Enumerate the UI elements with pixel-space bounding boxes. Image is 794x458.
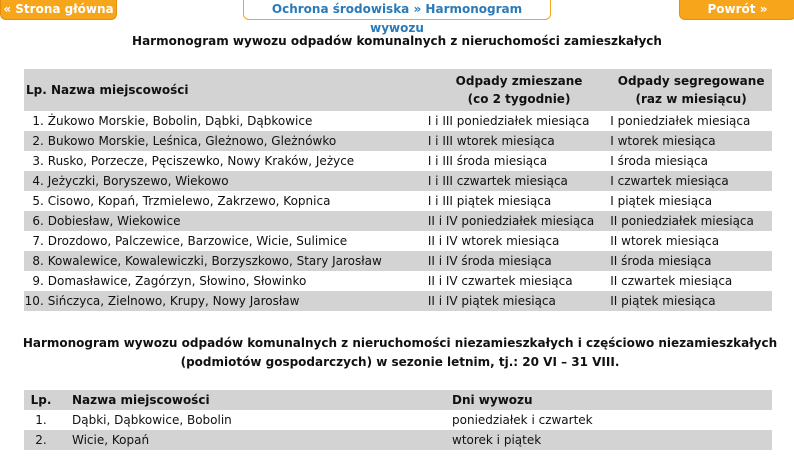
breadcrumb-environment-link[interactable]: Ochrona środowiska: [271, 2, 410, 16]
locality-names: Żukowo Morskie, Bobolin, Dąbki, Dąbkowice: [47, 114, 313, 128]
table-row: [24, 191, 772, 211]
locality-names: Dobiesław, Wiekowice: [47, 214, 181, 228]
mixed-waste-schedule: II i IV wtorek miesiąca: [427, 234, 560, 248]
row-number: 2.: [32, 134, 44, 148]
header-lp: Lp.: [30, 393, 52, 407]
row-number: 10.: [24, 294, 44, 308]
header-seg-line2: (raz w miesiącu): [635, 92, 747, 106]
locality-names: Dąbki, Dąbkowice, Bobolin: [72, 413, 232, 427]
table-row: [24, 430, 772, 450]
row-number: 1.: [35, 413, 47, 427]
pickup-days: wtorek i piątek: [452, 433, 542, 447]
segregated-waste-schedule: I czwartek miesiąca: [610, 174, 729, 188]
mixed-waste-schedule: I i III piątek miesiąca: [427, 194, 552, 208]
segregated-waste-schedule: I piątek miesiąca: [610, 194, 713, 208]
segregated-waste-schedule: I poniedziałek miesiąca: [610, 114, 751, 128]
row-number: 4.: [32, 174, 44, 188]
breadcrumb-schedule-link[interactable]: Harmonogram wywozu: [370, 2, 523, 35]
header-lp-name: Lp. Nazwa miejscowości: [26, 83, 189, 97]
header-days: Dni wywozu: [452, 393, 533, 407]
row-number: 2.: [35, 433, 47, 447]
row-number: 8.: [32, 254, 44, 268]
table-row: [24, 111, 772, 131]
mixed-waste-schedule: I i III czwartek miesiąca: [427, 174, 568, 188]
back-button[interactable]: Powrót »: [679, 0, 794, 20]
segregated-waste-schedule: II czwartek miesiąca: [610, 274, 733, 288]
segregated-waste-schedule: II wtorek miesiąca: [610, 234, 720, 248]
table-row: [24, 410, 772, 430]
row-number: 3.: [32, 154, 44, 168]
locality-names: Rusko, Porzecze, Pęciszewko, Nowy Kraków, Jeżyce: [47, 154, 355, 168]
locality-names: Bukowo Morskie, Leśnica, Gleżnowo, Gleżnówko: [47, 134, 337, 148]
business-schedule-table: [24, 390, 772, 450]
mixed-waste-schedule: I i III poniedziałek miesiąca: [427, 114, 590, 128]
table-row: [24, 211, 772, 231]
home-button[interactable]: « Strona główna: [0, 0, 117, 20]
segregated-waste-schedule: I środa miesiąca: [610, 154, 708, 168]
locality-names: Cisowo, Kopań, Trzmielewo, Zakrzewo, Kopnica: [47, 194, 331, 208]
header-seg-line1: Odpady segregowane: [617, 74, 765, 88]
table-row: [24, 151, 772, 171]
table-row: [24, 171, 772, 191]
mixed-waste-schedule: I i III wtorek miesiąca: [427, 134, 555, 148]
table-row: [24, 251, 772, 271]
mixed-waste-schedule: II i IV poniedziałek miesiąca: [427, 214, 595, 228]
residential-schedule-title: Harmonogram wywozu odpadów komunalnych z nieruchomości zamieszkałych: [132, 34, 662, 48]
locality-names: Domasławice, Zagórzyn, Słowino, Słowinko: [47, 274, 307, 288]
mixed-waste-schedule: I i III środa miesiąca: [427, 154, 548, 168]
business-schedule-title: Harmonogram wywozu odpadów komunalnych z nieruchomości niezamieszkałych i częściowo niezamieszkałych (podmiotów gospodarczych) w sezonie letnim, tj.: 20 VI – 31 VIII.: [22, 336, 778, 369]
header-mixed-line1: Odpady zmieszane: [455, 74, 583, 88]
mixed-waste-schedule: II i IV piątek miesiąca: [427, 294, 556, 308]
residential-schedule-table: [24, 69, 772, 311]
table-header-row: [24, 69, 772, 111]
row-number: 5.: [32, 194, 44, 208]
segregated-waste-schedule: I wtorek miesiąca: [610, 134, 716, 148]
segregated-waste-schedule: II poniedziałek miesiąca: [610, 214, 754, 228]
header-mixed-line2: (co 2 tygodnie): [467, 92, 571, 106]
header-segregated-waste: [610, 69, 772, 111]
locality-names: Kowalewice, Kowalewiczki, Borzyszkowo, Stary Jarosław: [47, 254, 382, 268]
locality-names: Drozdowo, Palczewice, Barzowice, Wicie, Sulimice: [47, 234, 348, 248]
segregated-waste-schedule: II piątek miesiąca: [610, 294, 716, 308]
mixed-waste-schedule: II i IV czwartek miesiąca: [427, 274, 573, 288]
locality-names: Sińczyca, Zielnowo, Krupy, Nowy Jarosław: [47, 294, 300, 308]
header-mixed-waste: [428, 69, 610, 111]
table-row: [24, 131, 772, 151]
table-header-row: [24, 390, 772, 410]
table-row: [24, 291, 772, 311]
locality-names: Wicie, Kopań: [72, 433, 150, 447]
header-locality: Nazwa miejscowości: [72, 393, 210, 407]
segregated-waste-schedule: II środa miesiąca: [610, 254, 712, 268]
table-row: [24, 231, 772, 251]
locality-names: Jeżyczki, Boryszewo, Wiekowo: [47, 174, 229, 188]
breadcrumb: [243, 0, 551, 35]
breadcrumb-separator: »: [413, 2, 422, 16]
row-number: 9.: [32, 274, 44, 288]
pickup-days: poniedziałek i czwartek: [452, 413, 593, 427]
row-number: 1.: [32, 114, 44, 128]
mixed-waste-schedule: II i IV środa miesiąca: [427, 254, 552, 268]
row-number: 7.: [32, 234, 44, 248]
top-navigation: [0, 0, 794, 35]
table-row: [24, 271, 772, 291]
row-number: 6.: [32, 214, 44, 228]
